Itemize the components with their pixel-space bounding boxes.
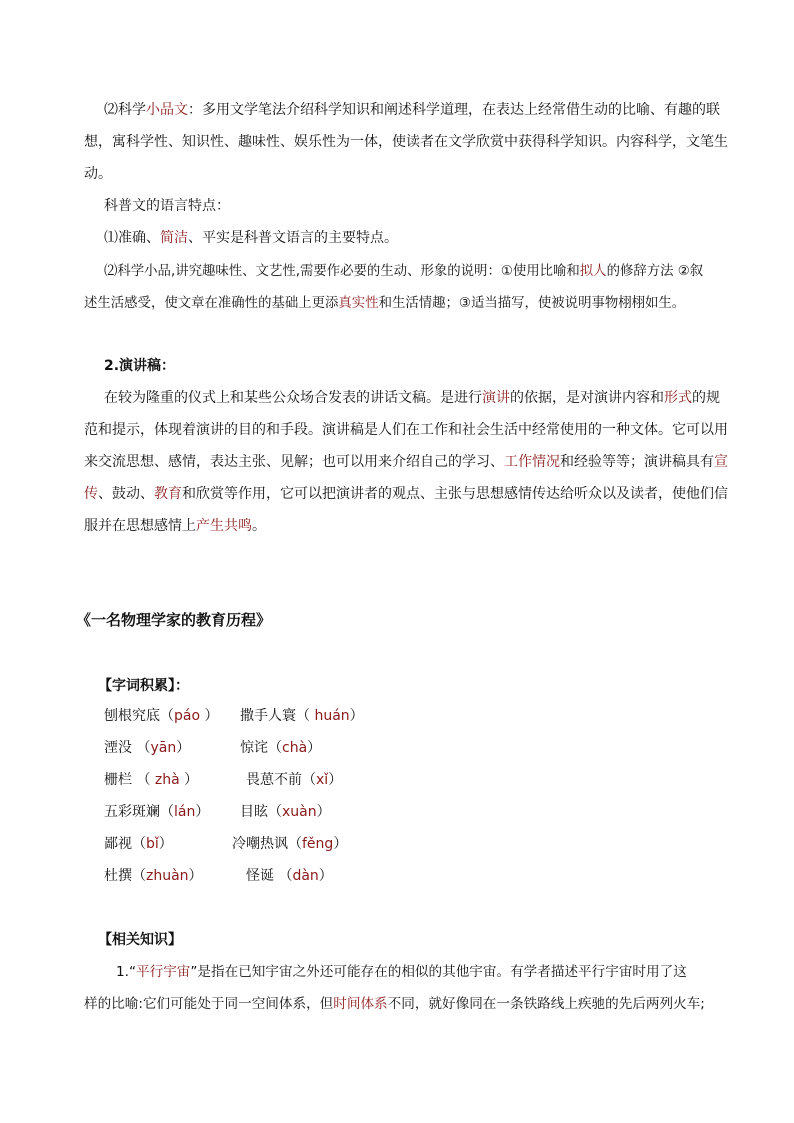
text: 在较为隆重的仪式上和某些公众场合发表的讲话文稿。是进行 <box>104 390 482 406</box>
paragraph-line <box>84 484 728 504</box>
text: 、鼓动、 <box>98 486 154 502</box>
vocab-item <box>246 770 342 790</box>
vocab-bracket: ） <box>188 868 203 884</box>
paragraph-line: 想，寓科学性、知识性、趣味性、娱乐性为一体，使读者在文学欣赏中获得科学知识。内容科学，文笔生 <box>84 134 728 150</box>
highlight-term: 教育 <box>154 486 182 502</box>
text: 服并在思想感情上 <box>84 518 196 534</box>
vocab-word: 五彩斑斓（ <box>104 804 174 820</box>
text: ：多用文学笔法介绍科学知识和阐述科学道理，在表达上经常借生动的比喻、有趣的联 <box>188 102 720 118</box>
vocab-pinyin: páo <box>174 708 201 724</box>
highlight-term: 演讲 <box>482 390 510 406</box>
text: 样的比喻:它们可能处于同一空间体系，但 <box>84 996 334 1012</box>
vocab-pinyin: yān <box>150 740 177 756</box>
highlight-term: 真实性 <box>338 296 379 311</box>
text: 的依据，是对演讲内容和 <box>510 390 664 406</box>
vocab-bracket: ） <box>195 804 210 820</box>
vocab-bracket: ） <box>318 868 333 884</box>
highlight-term: 宣 <box>714 454 728 470</box>
lesson-title: 《一名物理学家的教育历程》 <box>76 611 272 629</box>
paragraph-line: 动。 <box>84 166 112 182</box>
paragraph-line <box>84 294 685 314</box>
vocab-bracket: ） <box>200 708 219 724</box>
vocab-bracket: ） <box>316 804 331 820</box>
text: 和欣赏等作用，它可以把演讲者的观点、主张与思想感情传达给听众以及读者，使他们信 <box>182 486 728 502</box>
text: 和经验等等；演讲稿具有 <box>560 454 714 470</box>
paragraph-line <box>84 994 705 1014</box>
vocab-bracket: ） <box>328 772 343 788</box>
highlight-term: 平行宇宙 <box>136 964 191 980</box>
vocab-bracket: ） <box>349 708 364 724</box>
highlight-term: 小品文 <box>146 102 188 118</box>
section-heading-speech: 2.演讲稿： <box>104 358 176 374</box>
vocab-item <box>240 706 364 726</box>
vocab-item <box>246 866 333 886</box>
paragraph-line <box>84 452 728 472</box>
vocab-pinyin: xǐ <box>316 772 329 788</box>
vocab-heading: 【字词积累】： <box>98 678 189 694</box>
text: 和生活情趣；③适当描写，使被说明事物栩栩如生。 <box>378 296 686 311</box>
highlight-term: 形式 <box>664 390 692 406</box>
highlight-term: 产生共鸣 <box>196 518 252 534</box>
vocab-pinyin: zhà <box>154 772 180 788</box>
vocab-item <box>104 706 218 726</box>
highlight-term: 时间体系 <box>333 996 388 1012</box>
vocab-item <box>104 834 173 854</box>
vocab-word: 栅栏 （ <box>104 772 155 788</box>
vocab-pinyin: fěng <box>302 836 334 852</box>
vocab-item <box>104 738 190 758</box>
text: 的修辞方法 ②叙 <box>606 264 704 279</box>
paragraph-line <box>84 516 266 536</box>
vocab-pinyin: chà <box>282 740 308 756</box>
vocab-pinyin: xuàn <box>282 804 317 820</box>
text: 述生活感受，使文章在准确性的基础上更添 <box>84 296 339 311</box>
vocab-word: 冷嘲热讽（ <box>232 836 302 852</box>
highlight-term: 传 <box>84 486 98 502</box>
vocab-bracket: ） <box>176 740 191 756</box>
vocab-item <box>104 802 209 822</box>
highlight-term: 简洁 <box>160 230 188 246</box>
paragraph-line: 范和提示，体现着演讲的目的和手段。演讲稿是人们在工作和社会生活中经常使用的一种文体。它可以用 <box>84 422 728 438</box>
paragraph-accuracy <box>104 228 398 248</box>
vocab-pinyin: lán <box>174 804 196 820</box>
vocab-word: 湮没 （ <box>104 740 151 756</box>
vocab-bracket: ） <box>179 772 199 788</box>
vocab-word: 目眩（ <box>240 804 282 820</box>
vocab-item <box>240 738 321 758</box>
vocab-bracket: ） <box>307 740 322 756</box>
paragraph-science-sketch <box>104 262 703 282</box>
text: 、平实是科普文语言的主要特点。 <box>188 230 398 246</box>
highlight-term: 工作情况 <box>504 454 560 470</box>
vocab-item <box>240 802 331 822</box>
vocab-pinyin: zhuàn <box>146 868 189 884</box>
section-heading: 科普文的语言特点： <box>104 198 230 214</box>
vocab-word: 畏葸不前（ <box>246 772 316 788</box>
vocab-pinyin: dàn <box>292 868 319 884</box>
vocab-pinyin: huán <box>314 708 350 724</box>
vocab-word: 鄙视（ <box>104 836 146 852</box>
knowledge-heading: 【相关知识】 <box>98 932 182 948</box>
vocab-word: 怪诞 （ <box>246 868 293 884</box>
knowledge-paragraph <box>116 962 687 982</box>
vocab-word: 刨根究底（ <box>104 708 174 724</box>
vocab-word: 撒手人寰（ <box>240 708 315 724</box>
text: ⑵科学 <box>104 102 146 118</box>
paragraph-line <box>104 388 720 408</box>
text: 不同，就好像同在一条铁路线上疾驰的先后两列火车; <box>387 996 705 1012</box>
text: 1.“ <box>116 964 137 980</box>
vocab-bracket: ） <box>158 836 173 852</box>
vocab-pinyin: bǐ <box>146 836 159 852</box>
text: ⑴准确、 <box>104 230 160 246</box>
vocab-item <box>104 770 198 790</box>
vocab-item <box>232 834 347 854</box>
vocab-word: 惊诧（ <box>240 740 282 756</box>
vocab-bracket: ） <box>333 836 348 852</box>
text: 来交流思想、感情，表达主张、见解；也可以用来介绍自己的学习、 <box>84 454 504 470</box>
paragraph-science-essay <box>104 100 720 120</box>
vocab-item <box>104 866 203 886</box>
text: 。 <box>252 518 266 534</box>
highlight-term: 拟人 <box>579 264 607 279</box>
text: 的规 <box>692 390 720 406</box>
text: ”是指在已知宇宙之外还可能存在的相似的其他宇宙。有学者描述平行宇宙时用了这 <box>190 964 687 980</box>
vocab-word: 杜撰（ <box>104 868 146 884</box>
text: ⑵科学小品,讲究趣味性、文艺性,需要作必要的生动、形象的说明：①使用比喻和 <box>104 264 580 279</box>
